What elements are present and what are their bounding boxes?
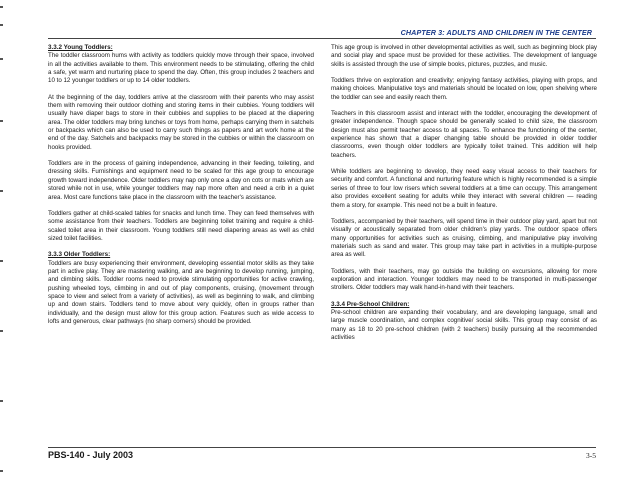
right-paragraph-4: While toddlers are beginning to develop, they need easy visual access to their teachers for security and comfort. A functional and nurturing feature which is highly recommended is a simple series of three to four low risers which several toddlers at a time can occupy. This arrangement also provides excellent seating for adults while they interact with several children — reading them a story, for example. This need not be a built in feature. <box>331 168 597 209</box>
right-paragraph-3: Teachers in this classroom assist and interact with the toddler, encouraging the development of greater independence. Though space should be generally scaled to child size, the classroom design must also permit teacher access to all spaces. To enhance the functioning of the center, experience has shown that a diaper changing table should be provided in older toddler classrooms, even though older toddlers are typically toilet trained. This addition will help teachers. <box>331 110 597 159</box>
document-id: PBS-140 - July 2003 <box>48 450 134 460</box>
left-margin-marks <box>0 0 4 493</box>
preschool-heading: 3.3.4 Pre-School Children: <box>331 300 410 308</box>
footer-rule <box>48 447 596 448</box>
page-number: 3-5 <box>586 451 596 460</box>
young-toddlers-paragraph-3: Toddlers are in the process of gaining independence, advancing in their feeding, toileting, and dressing skills. Furnishings and equipment need to be scaled for this age group to encourage growth toward independence. Older toddlers may nap only once a day on cots or mats which are stored while not in use, while younger toddlers may nap more often and need a crib in a quiet area. Most care functions take place in the classroom with the teacher's assistance. <box>48 160 314 201</box>
older-toddlers-paragraph-1: Toddlers are busy experiencing their environment, developing essential motor skills as they take part in active play. They are mastering walking, and are beginning to develop running, jumping, and climbing skills. Toddler rooms need to provide stimulating opportunities for active crawling, pushing wheeled toys, climbing in and out of play components, cruising, (movement through space to view and select from a variety of activities), as well as beginning to walk, and climbing up and down stairs. Toddlers tend to move about very quickly, often in groups rather than individually, and the design must allow for this group action. Features such as wide access to lofts and generous, clear pathways (no sharp corners) should be provided. <box>48 259 314 325</box>
right-paragraph-6: Toddlers, with their teachers, may go outside the building on excursions, allowing for more exploration and interaction. Younger toddlers may need to be transported in multi-passenger strollers. Older toddlers may walk hand-in-hand with their teachers. <box>331 267 597 292</box>
right-column <box>331 44 597 444</box>
right-paragraph-1: This age group is involved in other developmental activities as well, such as beginning block play and social play and space must be provided for these activities. The development of language skills is assisted through the use of simple books, pictures, puzzles, and music. <box>331 44 597 68</box>
chapter-title: CHAPTER 3: ADULTS AND CHILDREN IN THE CENTER <box>400 28 592 37</box>
young-toddlers-paragraph-4: Toddlers gather at child-scaled tables for snacks and lunch time. They can feed themselves with some assistance from their teachers. Toddlers are beginning toilet training and require a child-scaled toilet area in their classroom. Young toddlers still need diapering areas as well as child sized toilet facilities. <box>48 209 314 242</box>
preschool-paragraph-1: Pre-school children are expanding their vocabulary, and are developing language, small and large muscle coordination, and complex cognitive/ social skills. This group may consist of as many as 18 to 20 pre-school children (with 2 teachers) busily pursuing all the recommended activities <box>331 308 597 341</box>
young-toddlers-paragraph-2: At the beginning of the day, toddlers arrive at the classroom with their parents who may assist them with removing their outdoor clothing and storing items in their cubbies. Young toddlers will usually have diaper bags to store in their cubbies and supplies to be placed at the diapering area. The older toddlers may bring lunches or toys from home, perhaps carrying them in satchels or backpacks which can also be used to carry such things as papers and art work home at the end of the day. Satchels and backpacks may be stored in the cubbies or within the classroom on hooks provided. <box>48 93 314 151</box>
right-paragraph-5: Toddlers, accompanied by their teachers, will spend time in their outdoor play yard, apart but not visually or acoustically separated from older children's play yards. The outdoor space offers many opportunities for activities such as cruising, climbing, and manipulative play involving materials such as sand and water. This group may take part in activities in a multiple-purpose area as well. <box>331 217 597 259</box>
young-toddlers-heading: 3.3.2 Young Toddlers: <box>48 44 113 51</box>
young-toddlers-paragraph-1: The toddler classroom hums with activity as toddlers quickly move through their space, involved in all the activities available to them. This environment needs to be stimulating, offering the child a safe, yet warm and nurturing place to spend the day. Often, this group includes 2 teachers and 10 to 12 younger toddlers or up to 14 older toddlers. <box>48 52 314 85</box>
right-paragraph-2: Toddlers thrive on exploration and creativity; enjoying fantasy activities, playing with props, and making choices. Manipulative toys and materials should be located on low, open shelving where the toddler can see and easily reach them. <box>331 77 597 101</box>
header-rule <box>48 38 596 39</box>
left-column <box>48 44 314 444</box>
older-toddlers-heading: 3.3.3 Older Toddlers: <box>48 251 111 259</box>
